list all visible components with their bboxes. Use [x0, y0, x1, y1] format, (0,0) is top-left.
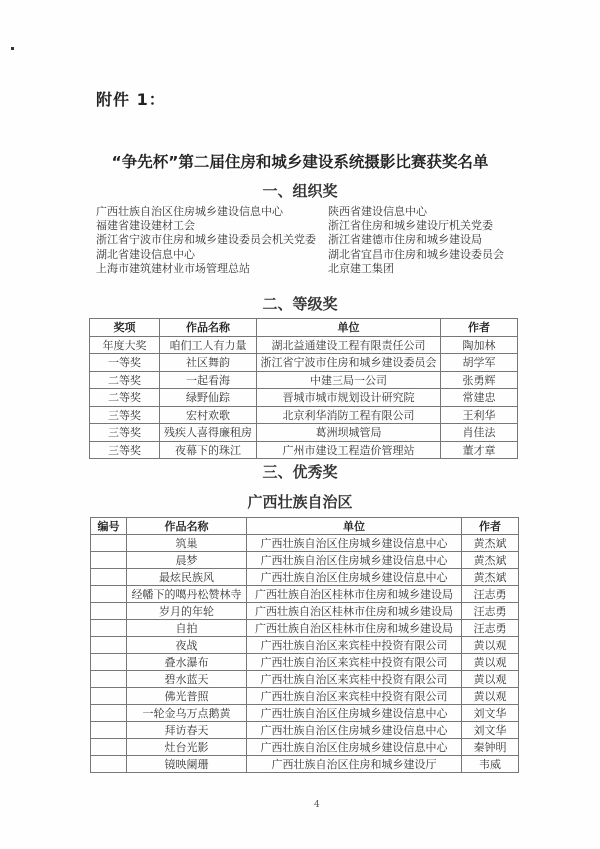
unit-cell: 广西壮族自治区桂林市住房和城乡建设局	[247, 620, 462, 637]
author-cell: 常建忠	[441, 389, 518, 407]
org-item: 浙江省宁波市住房和城乡建设委员会机关党委	[96, 233, 316, 247]
unit-cell: 广西壮族自治区桂林市住房和城乡建设局	[247, 586, 462, 603]
unit-cell: 广西壮族自治区住房城乡建设信息中心	[247, 722, 462, 739]
unit-cell: 广西壮族自治区住房城乡建设信息中心	[247, 739, 462, 756]
number-cell	[91, 705, 127, 722]
number-cell	[91, 552, 127, 569]
work-title-cell: 经幡下的噶丹松赞林寺	[127, 586, 247, 603]
author-cell: 黄以观	[462, 671, 519, 688]
work-title-cell: 拜访春天	[127, 722, 247, 739]
scan-speck	[11, 47, 14, 50]
unit-cell: 广西壮族自治区来宾桂中投资有限公司	[247, 654, 462, 671]
author-cell: 黄杰斌	[462, 552, 519, 569]
award-cell: 三等奖	[90, 424, 160, 442]
table-row	[91, 671, 519, 688]
work-title-cell: 灶台光影	[127, 739, 247, 756]
table-row	[90, 424, 518, 442]
page-number: 4	[314, 800, 320, 810]
unit-cell: 广西壮族自治区桂林市住房和城乡建设局	[247, 603, 462, 620]
number-cell	[91, 603, 127, 620]
author-cell: 汪志勇	[462, 603, 519, 620]
award-cell: 二等奖	[90, 371, 160, 389]
number-cell	[91, 688, 127, 705]
author-cell: 汪志勇	[462, 586, 519, 603]
table-header-row	[90, 319, 518, 337]
section-heading-organization: 一、组织奖	[262, 182, 338, 200]
column-header: 作品名称	[127, 518, 247, 535]
award-cell: 一等奖	[90, 354, 160, 372]
unit-cell: 葛洲坝城管局	[257, 424, 441, 442]
work-title-cell: 镜映阑珊	[127, 756, 247, 773]
work-title-cell: 碧水蓝天	[127, 671, 247, 688]
table-row	[91, 654, 519, 671]
org-item: 北京建工集团	[328, 261, 394, 275]
unit-cell: 广西壮族自治区住房城乡建设信息中心	[247, 705, 462, 722]
author-cell: 刘文华	[462, 722, 519, 739]
org-item: 浙江省建德市住房和城乡建设局	[328, 233, 482, 247]
work-title-cell: 残疾人喜得廉租房	[160, 424, 257, 442]
work-title-cell: 咱们工人有力量	[160, 336, 257, 354]
author-cell: 陶加林	[441, 336, 518, 354]
author-cell: 王利华	[441, 406, 518, 424]
work-title-cell: 叠水瀑布	[127, 654, 247, 671]
org-item: 福建省建设建材工会	[96, 219, 195, 233]
work-title-cell: 佛光普照	[127, 688, 247, 705]
column-header: 作品名称	[160, 319, 257, 337]
section-heading-grade: 二、等级奖	[262, 295, 338, 313]
work-title-cell: 社区舞韵	[160, 354, 257, 372]
number-cell	[91, 569, 127, 586]
work-title-cell: 一轮金乌万点鹅黄	[127, 705, 247, 722]
author-cell: 刘文华	[462, 705, 519, 722]
org-item: 浙江省住房和城乡建设厅机关党委	[328, 219, 493, 233]
author-cell: 黄以观	[462, 637, 519, 654]
author-cell: 秦钟明	[462, 739, 519, 756]
unit-cell: 中建三局一公司	[257, 371, 441, 389]
author-cell: 黄以观	[462, 654, 519, 671]
section-heading-excellence: 三、优秀奖	[262, 463, 338, 481]
table-row	[90, 371, 518, 389]
table-row	[90, 354, 518, 372]
column-header: 作者	[462, 518, 519, 535]
table-row	[91, 756, 519, 773]
unit-cell: 广西壮族自治区住房城乡建设信息中心	[247, 552, 462, 569]
table-row	[90, 336, 518, 354]
table-row	[91, 688, 519, 705]
column-header: 奖项	[90, 319, 160, 337]
work-title-cell: 筑巢	[127, 535, 247, 552]
table-row	[91, 637, 519, 654]
table-row	[91, 535, 519, 552]
work-title-cell: 岁月的年轮	[127, 603, 247, 620]
unit-cell: 湖北益通建设工程有限责任公司	[257, 336, 441, 354]
org-item: 陕西省建设信息中心	[328, 205, 427, 218]
award-cell: 三等奖	[90, 406, 160, 424]
table-row	[91, 586, 519, 603]
table-row	[91, 603, 519, 620]
author-cell: 肖佳法	[441, 424, 518, 442]
region-heading: 广西壮族自治区	[247, 493, 353, 511]
unit-cell: 广西壮族自治区住房城乡建设信息中心	[247, 569, 462, 586]
table-row	[90, 406, 518, 424]
unit-cell: 晋城市城市规划设计研究院	[257, 389, 441, 407]
work-title-cell: 自拍	[127, 620, 247, 637]
org-item: 广西壮族自治区住房城乡建设信息中心	[96, 205, 283, 218]
table-row	[91, 552, 519, 569]
table-row	[91, 739, 519, 756]
number-cell	[91, 620, 127, 637]
unit-cell: 广西壮族自治区来宾桂中投资有限公司	[247, 688, 462, 705]
award-cell: 年度大奖	[90, 336, 160, 354]
work-title-cell: 晨梦	[127, 552, 247, 569]
award-cell: 三等奖	[90, 441, 160, 459]
org-item: 湖北省宜昌市住房和城乡建设委员会	[328, 247, 504, 261]
author-cell: 韦威	[462, 756, 519, 773]
work-title-cell: 宏村欢歌	[160, 406, 257, 424]
work-title-cell: 夜战	[127, 637, 247, 654]
number-cell	[91, 756, 127, 773]
unit-cell: 浙江省宁波市住房和城乡建设委员会	[257, 354, 441, 372]
number-cell	[91, 671, 127, 688]
number-cell	[91, 654, 127, 671]
number-cell	[91, 535, 127, 552]
grade-award-table	[89, 318, 518, 459]
table-row	[91, 722, 519, 739]
attachment-label: 附件 1：	[96, 90, 166, 109]
work-title-cell: 夜幕下的珠江	[160, 441, 257, 459]
number-cell	[91, 722, 127, 739]
author-cell: 黄杰斌	[462, 535, 519, 552]
document-title: “争先杯”第二届住房和城乡建设系统摄影比赛获奖名单	[111, 153, 489, 171]
unit-cell: 广州市建设工程造价管理站	[257, 441, 441, 459]
work-title-cell: 一起看海	[160, 371, 257, 389]
work-title-cell: 最炫民族风	[127, 569, 247, 586]
unit-cell: 广西壮族自治区住房和城乡建设厅	[247, 756, 462, 773]
org-item: 湖北省建设信息中心	[96, 247, 195, 261]
author-cell: 黄杰斌	[462, 569, 519, 586]
work-title-cell: 绿野仙踪	[160, 389, 257, 407]
number-cell	[91, 637, 127, 654]
table-row	[91, 705, 519, 722]
org-item: 上海市建筑建材业市场管理总站	[96, 261, 250, 275]
column-header: 编号	[91, 518, 127, 535]
excellence-award-table	[90, 517, 519, 773]
author-cell: 董才章	[441, 441, 518, 459]
author-cell: 胡学军	[441, 354, 518, 372]
column-header: 作者	[441, 319, 518, 337]
table-row	[90, 441, 518, 459]
unit-cell: 广西壮族自治区来宾桂中投资有限公司	[247, 671, 462, 688]
author-cell: 汪志勇	[462, 620, 519, 637]
table-row	[90, 389, 518, 407]
unit-cell: 广西壮族自治区来宾桂中投资有限公司	[247, 637, 462, 654]
column-header: 单位	[257, 319, 441, 337]
table-row	[91, 620, 519, 637]
table-row	[91, 569, 519, 586]
number-cell	[91, 586, 127, 603]
organization-award-list	[96, 205, 536, 276]
table-header-row	[91, 518, 519, 535]
unit-cell: 北京利华消防工程有限公司	[257, 406, 441, 424]
award-cell: 二等奖	[90, 389, 160, 407]
unit-cell: 广西壮族自治区住房城乡建设信息中心	[247, 535, 462, 552]
number-cell	[91, 739, 127, 756]
column-header: 单位	[247, 518, 462, 535]
author-cell: 张勇辉	[441, 371, 518, 389]
author-cell: 黄以观	[462, 688, 519, 705]
